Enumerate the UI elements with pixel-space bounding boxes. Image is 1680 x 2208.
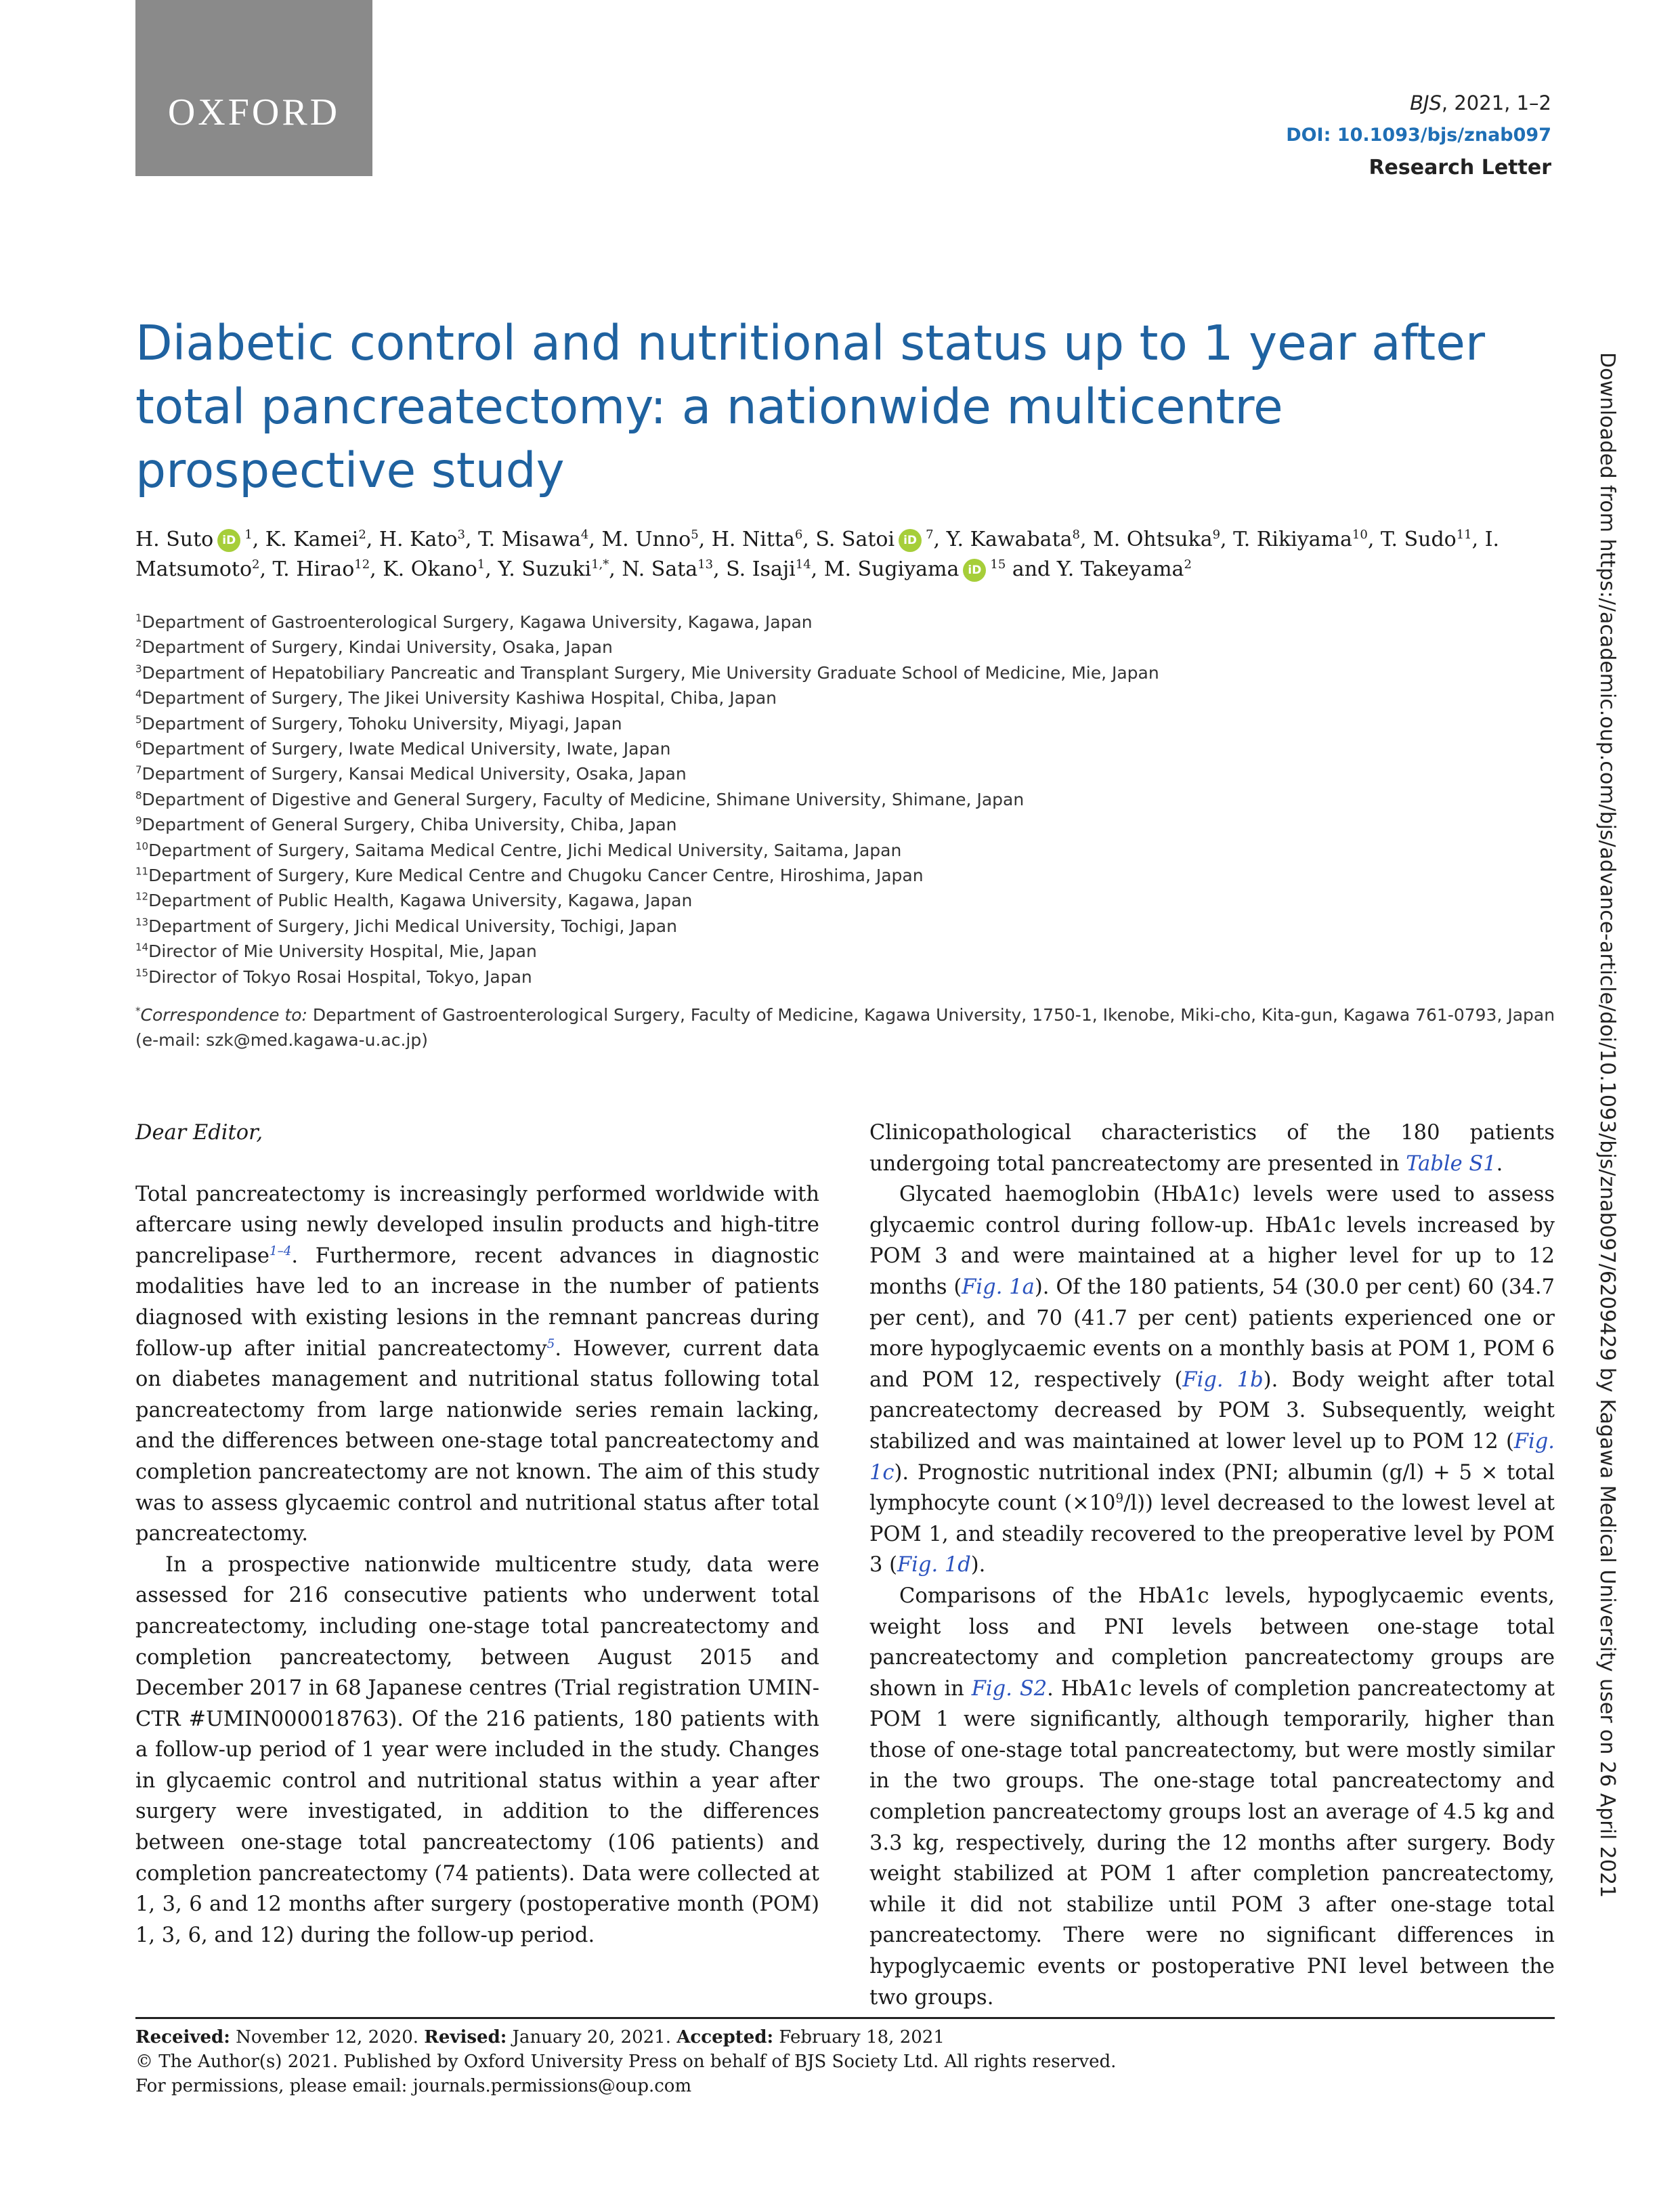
author-affiliation-marker: 6 (794, 528, 803, 542)
author-name: T. Hirao (272, 557, 355, 581)
affiliation-item: $^5$Department of Surgery, Tohoku University, Miyagi, Japan (135, 713, 622, 734)
author-affiliation-marker: 1,* (591, 557, 609, 572)
affiliation-item: $^{13}$Department of Surgery, Jichi Medical University, Tochigi, Japan (135, 916, 677, 936)
author-name: Y. Suzuki (498, 557, 592, 581)
affiliation-item: $^{10}$Department of Surgery, Saitama Medical Centre, Jichi Medical University, Saitama, Japan (135, 840, 902, 860)
author-name: M. Ohtsuka (1093, 528, 1213, 551)
affiliation-item: $^9$Department of General Surgery, Chiba University, Chiba, Japan (135, 814, 677, 835)
paragraph-characteristics: Clinicopathological characteristics of the 180 patients undergoing total pancreatectomy are presented in Table S1. (869, 1121, 1555, 1176)
author-affiliation-marker: 1 (477, 557, 486, 572)
author-affiliation-marker: 10 (1352, 528, 1368, 542)
author-name: T. Sudo (1380, 528, 1457, 551)
salutation: Dear Editor, (135, 1121, 263, 1145)
author-name: M. Unno (601, 528, 691, 551)
paragraph-comparisons: Comparisons of the HbA1c levels, hypoglycaemic events, weight loss and PNI levels between one-stage total pancreatectomy and completion pancreatectomy groups are shown in Fig. S2. HbA1c levels of completion pancreatectomy at POM 1 were significantly, although temporarily, higher than those of one-stage total pancreatectomy, but were mostly similar in the two groups. The one-stage total pancreatectomy and completion pancreatectomy groups lost an average of 4.5 kg and 3.3 kg, respectively, during the 12 months after surgery. Body weight stabilized at POM 1 after completion pancreatectomy, while it did not stabilize until POM 3 after one-stage total pancreatectomy. There were no significant differences in hypoglycaemic events or postoperative PNI level between the two groups. (869, 1584, 1555, 2010)
affiliation-item: $^{12}$Department of Public Health, Kagawa University, Kagawa, Japan (135, 891, 693, 911)
author-name: K. Kamei (265, 528, 359, 551)
correspondence-text: Department of Gastroenterological Surgery, Faculty of Medicine, Kagawa University, 1750-1, Ikenobe, Miki-cho, Kita-gun, Kagawa 761-0793, Japan (e-mail: szk@med.kagawa-u.ac.jp) (135, 1005, 1555, 1050)
orcid-icon[interactable]: iD (899, 529, 922, 552)
copyright-notice: © The Author(s) 2021. Published by Oxford University Press on behalf of BJS Society Ltd. All rights reserved. (135, 2052, 1117, 2072)
journal-citation (1286, 87, 1551, 119)
author-name: K. Okano (383, 557, 477, 581)
author-name: M. Sugiyama (823, 557, 960, 581)
doi-link[interactable]: DOI: 10.1093/bjs/znab097 (1286, 125, 1551, 146)
affiliation-item: $^{14}$Director of Mie University Hospital, Mie, Japan (135, 941, 537, 962)
journal-header (1286, 87, 1551, 184)
history-dates: Received: November 12, 2020. Revised: January 20, 2021. Accepted: February 18, 2021 (135, 2027, 945, 2047)
author-name: T. Misawa (478, 528, 581, 551)
affiliation-item: $^{15}$Director of Tokyo Rosai Hospital, Tokyo, Japan (135, 967, 532, 987)
author-list: H. Suto iD $^1$, K. Kamei$^2$, H. Kato$^3$, T. Misawa$^4$, M. Unno$^5$, H. Nitta$^6$, S. Satoi iD $^7$, Y. Kawabata$^8$, M. Ohtsuka$^9$, T. Rikiyama$^{10}$, T. Sudo$^{11}$, I. Matsumoto$^2$, T. Hirao$^{12}$, K. Okano$^1$, Y. Suzuki$^{1,*}$, N. Sata$^{13}$, S. Isaji$^{14}$, M. Sugiyama iD $^{15}$ and Y. Takeyama$^2$ (135, 528, 1500, 581)
correspondence-label: Correspondence to: (140, 1005, 307, 1025)
paragraph-methods: In a prospective nationwide multicentre study, data were assessed for 216 consecutive patients who underwent total pancreatectomy, including one-stage total pancreatectomy and completion pancreatectomy, between August 2015 and December 2017 in 68 Japanese centres (Trial registration UMIN-CTR #UMIN000018763). Of the 216 patients, 180 patients with a follow-up period of 1 year were included in the study. Changes in glycaemic control and nutritional status within a year after surgery were investigated, in addition to the differences between one-stage total pancreatectomy (106 patients) and completion pancreatectomy (74 patients). Data were collected at 1, 3, 6 and 12 months after surgery (postoperative month (POM) 1, 3, 6, and 12) during the follow-up period. (135, 1552, 820, 1947)
author-affiliation-marker: 1 (244, 528, 253, 542)
reference-citation[interactable]: 1–4 (269, 1244, 292, 1258)
figure-citation[interactable]: Fig. 1b (1182, 1367, 1264, 1392)
figure-citation[interactable]: Fig. S2 (971, 1676, 1048, 1701)
author-affiliation-marker: 15 (990, 557, 1006, 572)
figure-citation[interactable]: Fig. 1a (962, 1275, 1035, 1299)
author-affiliation-marker: 4 (580, 528, 589, 542)
author-name: I. Matsumoto (135, 528, 1500, 581)
affiliation-item: $^{11}$Department of Surgery, Kure Medical Centre and Chugoku Cancer Centre, Hiroshima, Japan (135, 865, 924, 886)
download-watermark: Downloaded from https://academic.oup.com/bjs/advance-article/doi/10.1093/bjs/znab097/6209429 by Kagawa Medical University user on 26 April 2021 (1595, 352, 1619, 1898)
author-name: H. Suto (135, 528, 214, 551)
author-affiliation-marker: 2 (252, 557, 260, 572)
affiliation-item: $^1$Department of Gastroenterological Surgery, Kagawa University, Kagawa, Japan (135, 612, 813, 632)
author-name: T. Rikiyama (1233, 528, 1352, 551)
author-name: N. Sata (622, 557, 698, 581)
orcid-icon[interactable]: iD (217, 529, 240, 552)
author-name: S. Satoi (815, 528, 895, 551)
author-name: Y. Kawabata (946, 528, 1073, 551)
author-affiliation-marker: 5 (691, 528, 699, 542)
author-name: Y. Takeyama (1056, 557, 1184, 581)
reference-citation[interactable]: 5 (546, 1336, 555, 1351)
affiliation-item: $^8$Department of Digestive and General Surgery, Faculty of Medicine, Shimane University, Shimane, Japan (135, 789, 1025, 809)
paragraph-hba1c: Glycated haemoglobin (HbA1c) levels were used to assess glycaemic control during follow-up. HbA1c levels increased by POM 3 and were maintained at a higher level for up to 12 months (Fig. 1a). Of the 180 patients, 54 (30.0 per cent) 60 (34.7 per cent), and 70 (41.7 per cent) patients experienced one or more hypoglycaemic events on a monthly basis at POM 1, POM 6 and POM 12, respectively (Fig. 1b). Body weight after total pancreatectomy decreased by POM 3. Subsequently, weight stabilized and was maintained at lower level up to POM 12 (Fig. 1c). Prognostic nutritional index (PNI; albumin (g/l) + 5 × total lymphocyte count $(\times 10^9/l)$) level decreased to the lowest level at POM 1, and steadily recovered to the preoperative level by POM 3 (Fig. 1d). (869, 1183, 1555, 1577)
article-type: Research Letter (1369, 156, 1551, 179)
affiliation-item: $^4$Department of Surgery, The Jikei University Kashiwa Hospital, Chiba, Japan (135, 687, 777, 708)
affiliation-list (135, 610, 1557, 990)
permissions-notice: For permissions, please email: journals.permissions@oup.com (135, 2076, 692, 2096)
figure-citation[interactable]: Fig. 1c (869, 1429, 1555, 1485)
figure-citation[interactable]: Fig. 1d (897, 1553, 971, 1577)
author-affiliation-marker: 7 (926, 528, 934, 542)
right-column (869, 1118, 1555, 2013)
correspondence (135, 1002, 1557, 1053)
article-title: Diabetic control and nutritional status up to 1 year after total pancreatectomy: a nationwide multicentre prospective study (135, 315, 1486, 498)
author-name: H. Kato (379, 528, 458, 551)
journal-name: BJS (1410, 91, 1442, 114)
paragraph-intro: Total pancreatectomy is increasingly performed worldwide with aftercare using newly developed insulin products and high-titre pancrelipase$^{1-4}$. Furthermore, recent advances in diagnostic modalities have led to an increase in the number of patients diagnosed with existing lesions in the remnant pancreas during follow-up after initial pancreatectomy$^5$. However, current data on diabetes management and nutritional status following total pancreatectomy from large nationwide series remain lacking, and the differences between one-stage total pancreatectomy and completion pancreatectomy are not known. The aim of this study was to assess glycaemic control and nutritional status after total pancreatectomy. (135, 1182, 819, 1546)
footer-divider (135, 2017, 1555, 2019)
affiliation-item: $^7$Department of Surgery, Kansai Medical University, Osaka, Japan (135, 764, 687, 784)
table-citation[interactable]: Table S1 (1406, 1151, 1496, 1176)
correspondence-star: * (135, 1004, 141, 1017)
author-name: S. Isaji (726, 557, 796, 581)
left-column (135, 1118, 819, 1951)
article-footer (135, 2025, 1555, 2098)
author-affiliation-marker: 12 (354, 557, 370, 572)
author-affiliation-marker: 3 (457, 528, 465, 542)
affiliation-item: $^3$Department of Hepatobiliary Pancreatic and Transplant Surgery, Mie University Graduate School of Medicine, Mie, Japan (135, 662, 1159, 683)
affiliation-item: $^6$Department of Surgery, Iwate Medical University, Iwate, Japan (135, 738, 671, 759)
author-affiliation-marker: 2 (358, 528, 366, 542)
author-affiliation-marker: 14 (795, 557, 811, 572)
author-name: H. Nitta (711, 528, 795, 551)
author-affiliation-marker: 8 (1072, 528, 1080, 542)
author-affiliation-marker: 9 (1212, 528, 1221, 542)
journal-pages: , 2021, 1–2 (1441, 91, 1551, 114)
affiliation-item: $^2$Department of Surgery, Kindai University, Osaka, Japan (135, 637, 613, 658)
author-affiliation-marker: 2 (1184, 557, 1192, 572)
publisher-logo (135, 0, 372, 176)
author-affiliation-marker: 11 (1456, 528, 1472, 542)
author-affiliation-marker: 13 (697, 557, 714, 572)
orcid-icon[interactable]: iD (963, 559, 986, 582)
publisher-logo-text: OXFORD (167, 91, 341, 133)
